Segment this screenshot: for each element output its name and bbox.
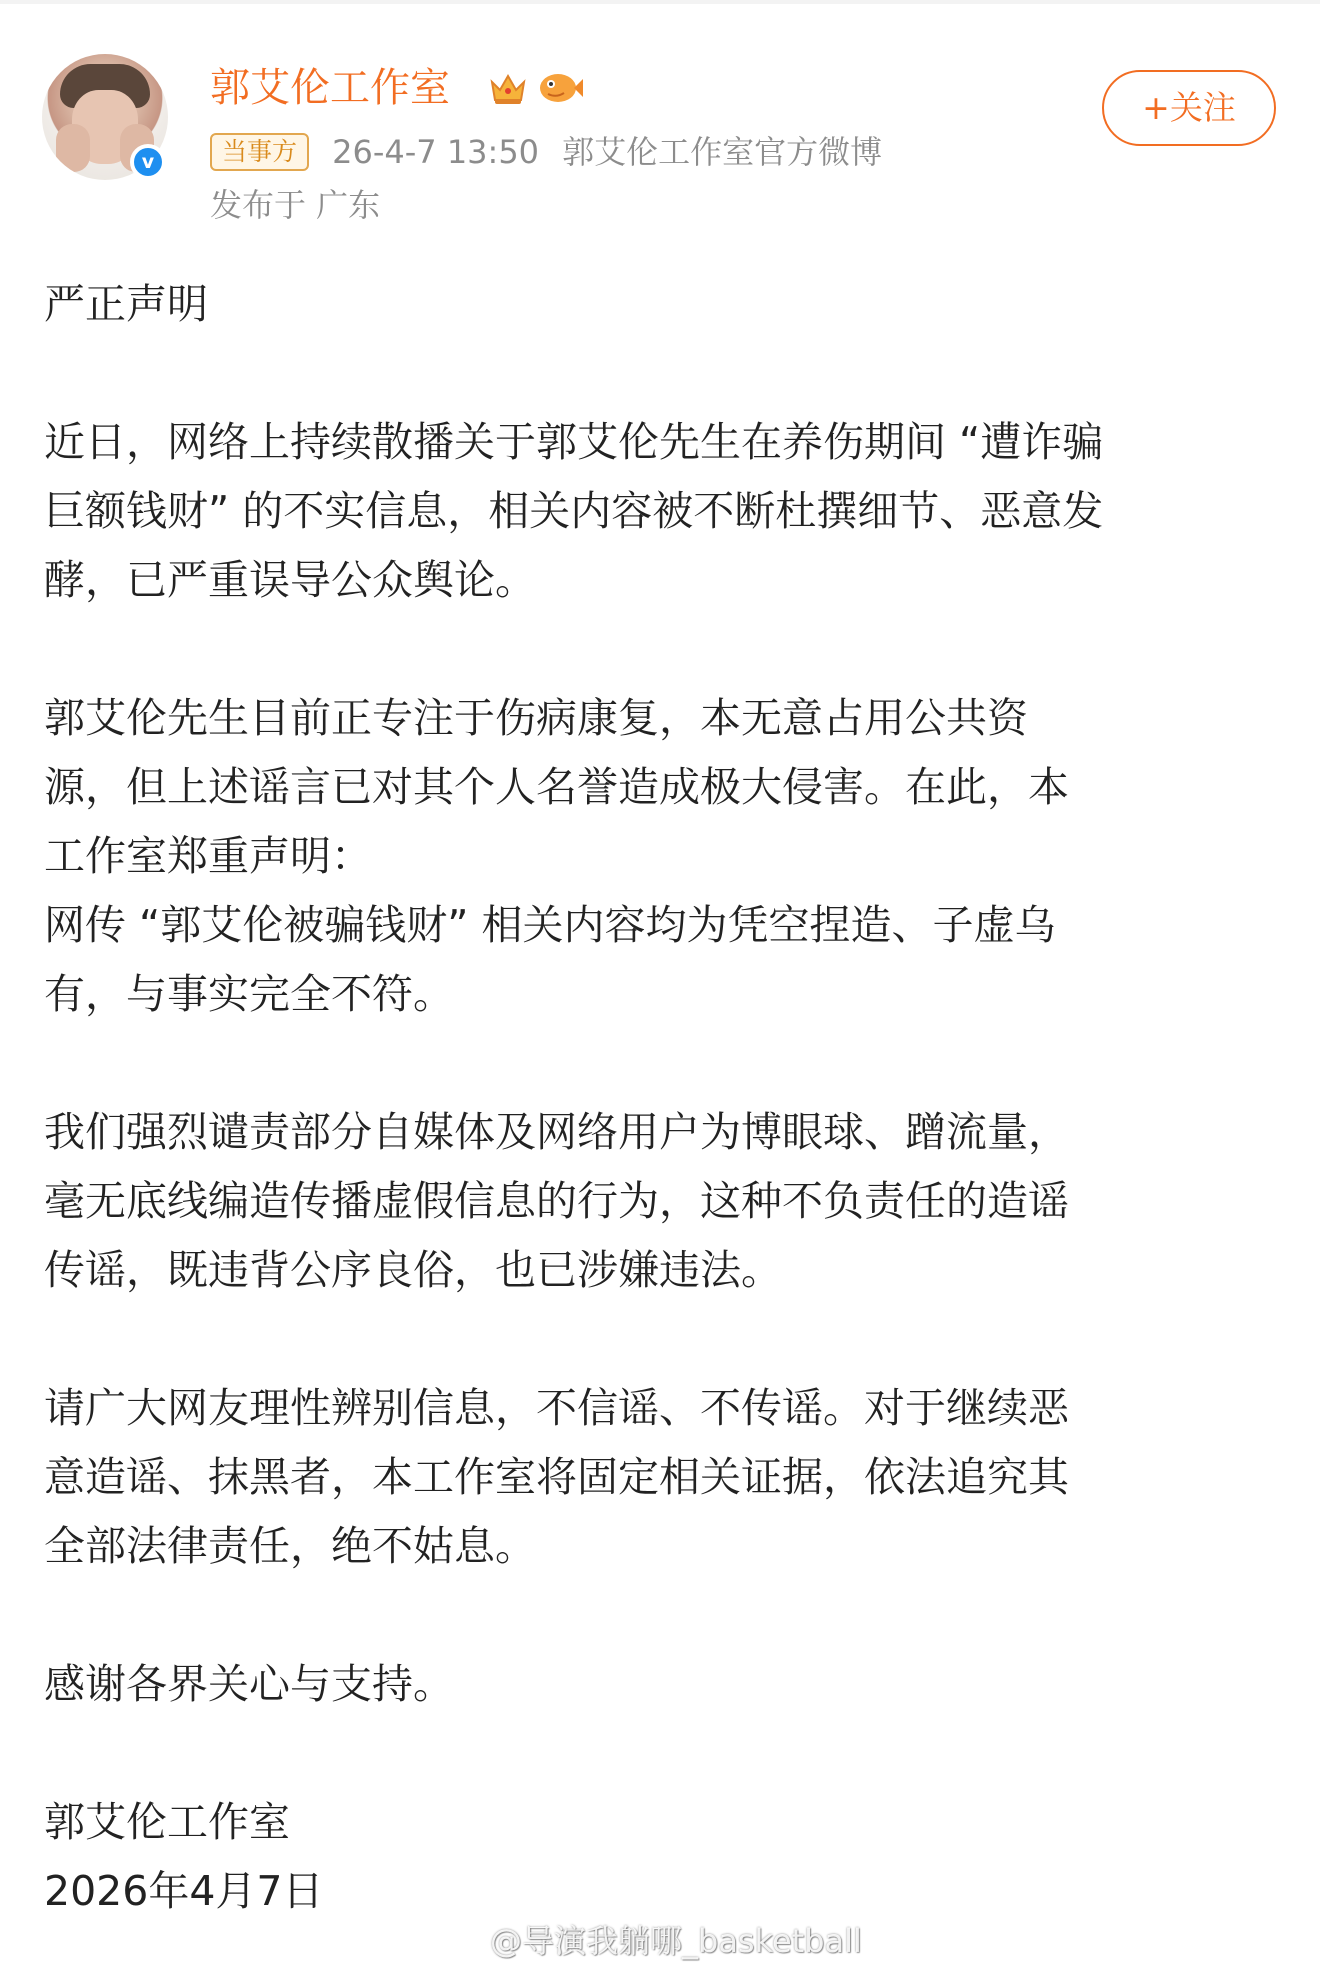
party-badge: 当事方	[210, 133, 309, 171]
watermark-text: @导演我躺哪_basketball	[490, 1922, 862, 1960]
post-meta	[210, 132, 882, 172]
paragraph-gap	[44, 1719, 1284, 1788]
post-header	[0, 0, 1320, 240]
paragraph-gap	[44, 1305, 1284, 1374]
paragraph-gap	[44, 1029, 1284, 1098]
paragraph-gap	[44, 615, 1284, 684]
post-paragraph: 近日，网络上持续散播关于郭艾伦先生在养伤期间 “遭诈骗 巨额钱财” 的不实信息，相关内容被不断杜撰细节、恶意发 酵，已严重误导公众舆论。	[44, 418, 1104, 604]
fish-icon	[536, 68, 584, 108]
post-body	[44, 270, 1284, 1926]
post-paragraph: 郭艾伦先生目前正专注于伤病康复，本无意占用公共资 源，但上述谣言已对其个人名誉造成极大侵害。在此，本 工作室郑重声明： 网传 “郭艾伦被骗钱财” 相关内容均为凭空捏造、子虚乌 有，与事实完全不符。	[44, 694, 1069, 1018]
post-title: 严正声明	[44, 280, 208, 328]
avatar-hand-left	[56, 124, 90, 172]
post-paragraph: 请广大网友理性辨别信息，不信谣、不传谣。对于继续恶 意造谣、抹黑者，本工作室将固定相关证据，依法追究其 全部法律责任，绝不姑息。	[44, 1384, 1069, 1570]
post-source: 郭艾伦工作室官方微博	[562, 133, 883, 171]
weibo-logo-icon	[432, 1923, 484, 1963]
paragraph-gap	[44, 1581, 1284, 1650]
post-location: 发布于 广东	[210, 186, 381, 224]
post-timestamp: 26-4-7 13:50	[332, 133, 540, 171]
post-paragraph: 我们强烈谴责部分自媒体及网络用户为博眼球、蹭流量， 毫无底线编造传播虚假信息的行为，这种不负责任的造谣 传谣，既违背公序良俗，也已涉嫌违法。	[44, 1108, 1069, 1294]
follow-button[interactable]: +关注	[1102, 70, 1276, 146]
username[interactable]: 郭艾伦工作室	[210, 65, 450, 111]
post-paragraph: 感谢各界关心与支持。	[44, 1660, 454, 1708]
post-signature: 郭艾伦工作室 2026年4月7日	[44, 1798, 324, 1915]
verified-icon: v	[130, 144, 166, 180]
crown-icon	[488, 70, 528, 106]
paragraph-gap	[44, 339, 1284, 408]
watermark	[432, 1920, 862, 1963]
